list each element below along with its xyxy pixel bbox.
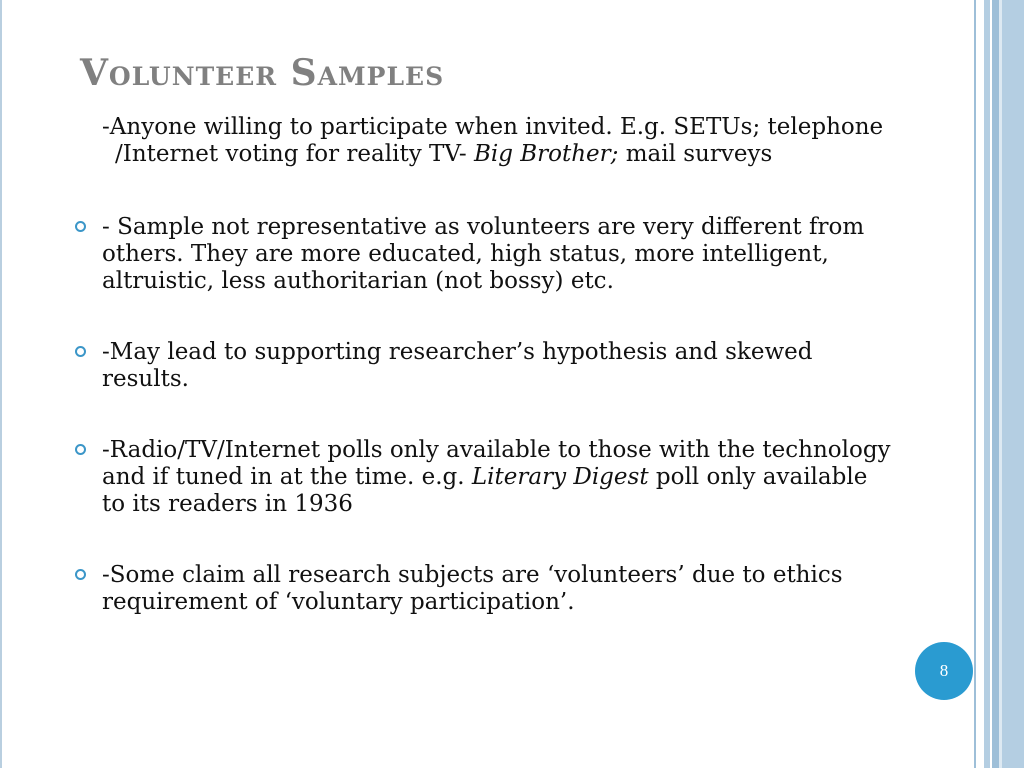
bullet-item: [75, 339, 895, 393]
stripe: [976, 0, 984, 768]
slide-body: [75, 114, 895, 616]
bullet-text-part: -May lead to supporting researcher’s hypothesis and skewed results.: [102, 339, 813, 392]
hollow-circle-bullet-icon: [75, 444, 86, 455]
bullet-text-part: - Sample not representative as volunteers are very different from others. They are more educated, high status, more intelligent, altruistic, less authoritarian (not bossy) etc.: [102, 214, 865, 294]
intro-paragraph: [75, 114, 895, 168]
bullet-text: [102, 437, 895, 518]
hollow-circle-bullet-icon: [75, 346, 86, 357]
stripe: [992, 0, 999, 768]
left-border-line: [0, 0, 2, 768]
bullet-text-part: -Radio/TV/Internet polls only available to those with the technology and if tuned in at the time. e.g.: [102, 437, 891, 490]
hollow-circle-bullet-icon: [75, 569, 86, 580]
bullet-item: [75, 437, 895, 518]
intro-text-part: -Anyone willing to participate when invited. E.g. SETUs; telephone /Internet voting for reality TV-: [102, 114, 884, 167]
hollow-circle-bullet-icon: [75, 221, 86, 232]
bullet-text-part: poll only available to its readers in 1936: [102, 464, 868, 517]
bullet-text: [102, 562, 895, 616]
intro-text-part: mail surveys: [618, 141, 773, 167]
bullet-item: [75, 214, 895, 295]
bullet-item: [75, 562, 895, 616]
right-decorative-stripes: [974, 0, 1024, 768]
bullet-text: [102, 214, 895, 295]
intro-text-italic: Big Brother;: [473, 141, 619, 167]
slide-title: Volunteer Samples: [80, 52, 445, 94]
page-number: 8: [939, 661, 949, 680]
bullet-text-part: -Some claim all research subjects are ‘volunteers’ due to ethics requirement of ‘voluntary participation’.: [102, 562, 843, 615]
bullet-text: [102, 339, 895, 393]
bullet-text-italic: Literary Digest: [471, 464, 649, 490]
stripe: [1002, 0, 1024, 768]
intro-paragraph-text: [102, 114, 895, 168]
page-number-badge: [915, 642, 973, 700]
